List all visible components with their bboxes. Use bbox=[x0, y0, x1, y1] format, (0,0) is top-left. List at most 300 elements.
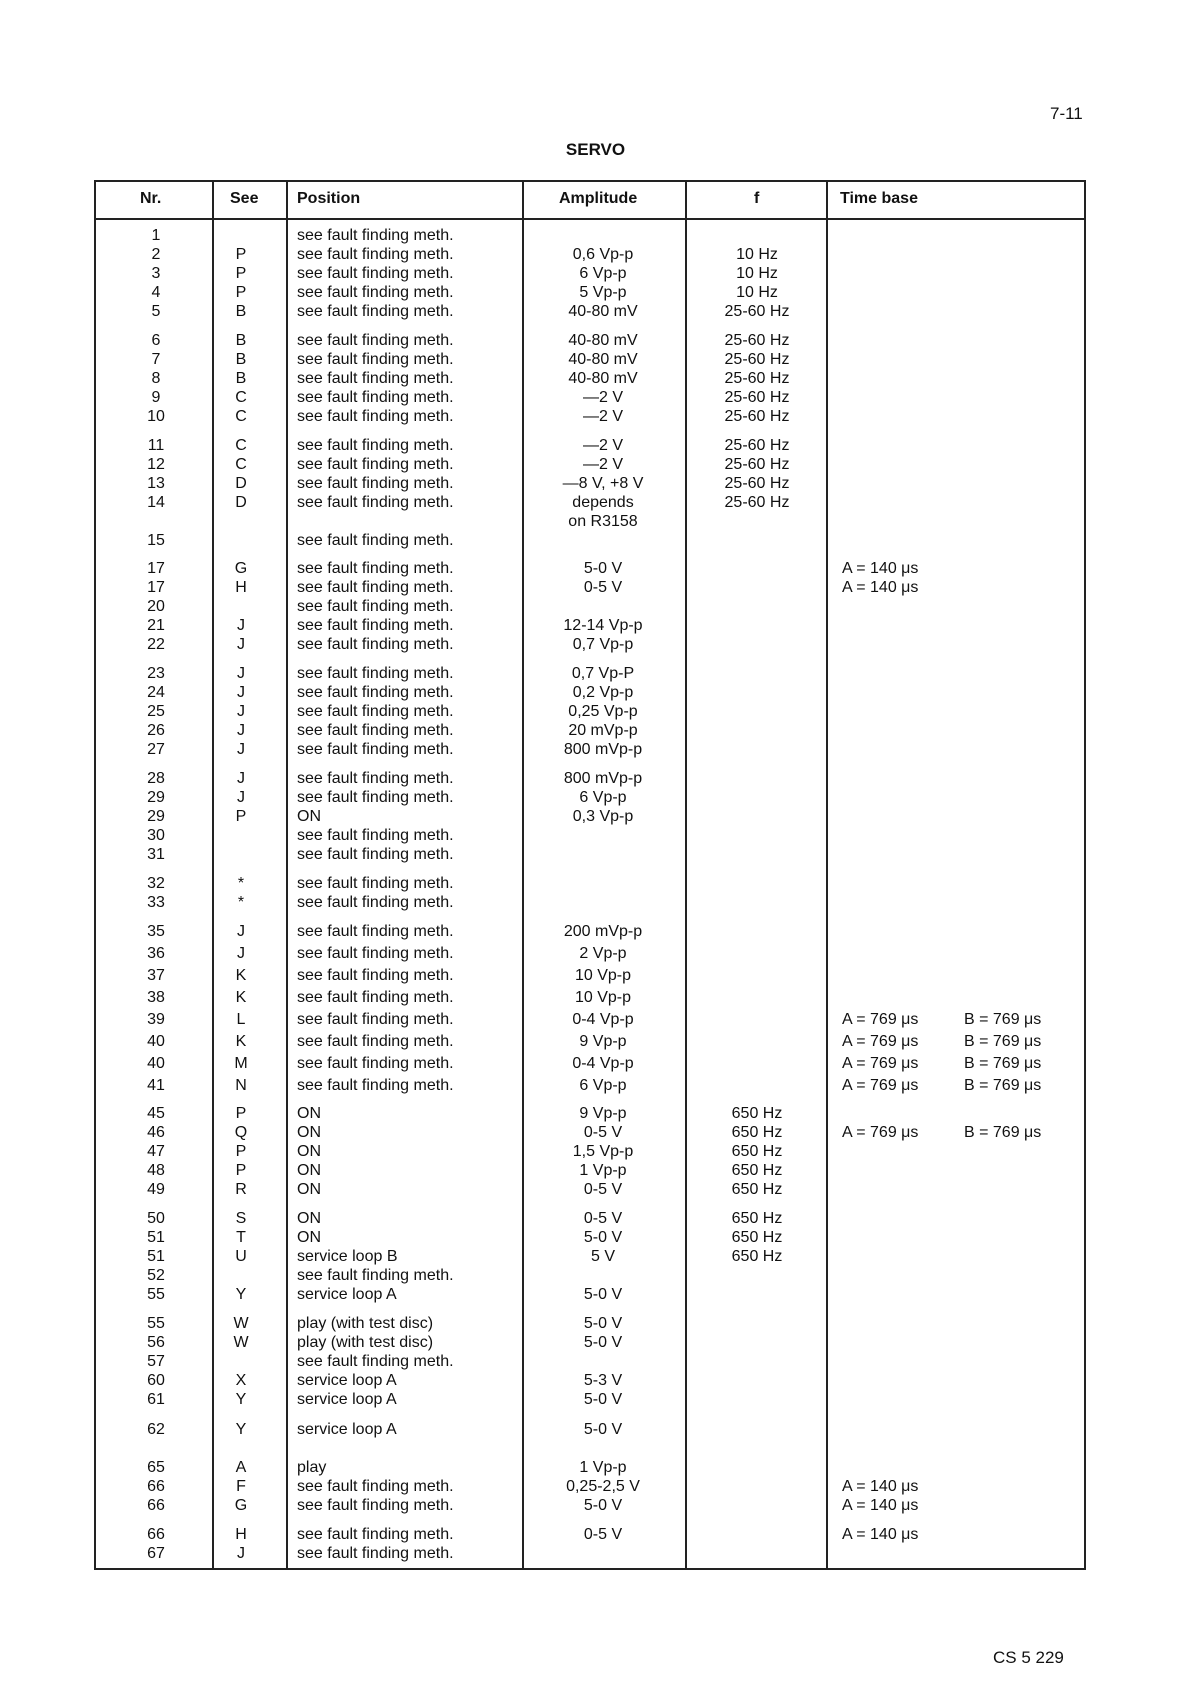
cell-ta: A = 769 μs bbox=[842, 1124, 919, 1141]
cell-see: J bbox=[237, 770, 245, 787]
cell-amp: 0-5 V bbox=[583, 579, 623, 596]
table-row bbox=[94, 1352, 1086, 1371]
cell-pos: see fault finding meth. bbox=[297, 579, 454, 596]
cell-ta: A = 140 μs bbox=[842, 1526, 919, 1543]
cell-pos: service loop A bbox=[297, 1286, 397, 1303]
cell-pos: ON bbox=[297, 1162, 321, 1179]
cell-see: P bbox=[235, 284, 247, 301]
cell-pos: see fault finding meth. bbox=[297, 741, 454, 758]
cell-nr: 26 bbox=[147, 722, 165, 739]
cell-nr: 28 bbox=[147, 770, 165, 787]
table-row bbox=[94, 664, 1086, 683]
cell-f: 650 Hz bbox=[731, 1210, 783, 1227]
cell-pos: see fault finding meth. bbox=[297, 875, 454, 892]
cell-see: K bbox=[235, 989, 247, 1006]
cell-pos: see fault finding meth. bbox=[297, 1055, 454, 1072]
cell-nr: 2 bbox=[151, 246, 161, 263]
cell-see: C bbox=[235, 408, 247, 425]
cell-f: 10 Hz bbox=[736, 265, 778, 282]
table-row bbox=[94, 331, 1086, 350]
cell-amp: 6 Vp-p bbox=[579, 265, 627, 282]
cell-f: 25-60 Hz bbox=[724, 475, 790, 492]
cell-pos: see fault finding meth. bbox=[297, 989, 454, 1006]
cell-nr: 61 bbox=[147, 1391, 165, 1408]
cell-pos: service loop A bbox=[297, 1372, 397, 1389]
header-divider bbox=[94, 218, 1086, 220]
cell-amp: 0,25 Vp-p bbox=[568, 703, 638, 720]
table-row bbox=[94, 578, 1086, 597]
cell-nr: 14 bbox=[147, 494, 165, 511]
cell-pos: see fault finding meth. bbox=[297, 389, 454, 406]
cell-amp: 5-0 V bbox=[583, 1286, 623, 1303]
cell-pos: see fault finding meth. bbox=[297, 789, 454, 806]
cell-amp: 1,5 Vp-p bbox=[572, 1143, 634, 1160]
cell-nr: 3 bbox=[151, 265, 161, 282]
cell-amp: 0,25-2,5 V bbox=[566, 1478, 640, 1495]
cell-amp: 800 mVp-p bbox=[563, 741, 643, 758]
document-code: CS 5 229 bbox=[993, 1648, 1064, 1667]
cell-nr: 31 bbox=[147, 846, 165, 863]
cell-nr: 49 bbox=[147, 1181, 165, 1198]
cell-ta: A = 769 μs bbox=[842, 1077, 919, 1094]
cell-amp: 0,2 Vp-p bbox=[572, 684, 634, 701]
cell-f: 10 Hz bbox=[736, 246, 778, 263]
cell-pos: see fault finding meth. bbox=[297, 598, 454, 615]
table-row bbox=[94, 1054, 1086, 1073]
cell-see: C bbox=[235, 437, 247, 454]
cell-pos: see fault finding meth. bbox=[297, 456, 454, 473]
cell-nr: 9 bbox=[151, 389, 161, 406]
cell-nr: 15 bbox=[147, 532, 165, 549]
cell-nr: 51 bbox=[147, 1248, 165, 1265]
cell-nr: 17 bbox=[147, 579, 165, 596]
cell-pos: see fault finding meth. bbox=[297, 1033, 454, 1050]
cell-nr: 1 bbox=[151, 227, 161, 244]
cell-pos: see fault finding meth. bbox=[297, 532, 454, 549]
cell-nr: 50 bbox=[147, 1210, 165, 1227]
cell-nr: 40 bbox=[147, 1055, 165, 1072]
cell-f: 650 Hz bbox=[731, 1162, 783, 1179]
cell-see: * bbox=[237, 894, 245, 911]
cell-nr: 62 bbox=[147, 1421, 165, 1438]
table-row bbox=[94, 436, 1086, 455]
cell-pos: ON bbox=[297, 1210, 321, 1227]
table-row bbox=[94, 944, 1086, 963]
table-row bbox=[94, 1032, 1086, 1051]
table-row bbox=[94, 1180, 1086, 1199]
cell-pos: service loop A bbox=[297, 1391, 397, 1408]
cell-amp: 0-5 V bbox=[583, 1181, 623, 1198]
cell-f: 650 Hz bbox=[731, 1181, 783, 1198]
table-row bbox=[94, 635, 1086, 654]
cell-see: J bbox=[237, 684, 245, 701]
cell-tb: B = 769 μs bbox=[964, 1055, 1042, 1072]
cell-pos: see fault finding meth. bbox=[297, 684, 454, 701]
table-row bbox=[94, 455, 1086, 474]
table-row bbox=[94, 1477, 1086, 1496]
cell-nr: 29 bbox=[147, 789, 165, 806]
table-row bbox=[94, 966, 1086, 985]
cell-see: P bbox=[235, 246, 247, 263]
table-row bbox=[94, 1314, 1086, 1333]
cell-pos: see fault finding meth. bbox=[297, 945, 454, 962]
cell-pos: play (with test disc) bbox=[297, 1315, 434, 1332]
cell-nr: 67 bbox=[147, 1545, 165, 1562]
cell-amp: 1 Vp-p bbox=[579, 1162, 627, 1179]
cell-f: 25-60 Hz bbox=[724, 332, 790, 349]
cell-amp: 5-0 V bbox=[583, 1334, 623, 1351]
cell-nr: 37 bbox=[147, 967, 165, 984]
cell-amp: 0-5 V bbox=[583, 1124, 623, 1141]
cell-pos: ON bbox=[297, 1124, 321, 1141]
cell-nr: 45 bbox=[147, 1105, 165, 1122]
table-row bbox=[94, 1076, 1086, 1095]
table-row bbox=[94, 1142, 1086, 1161]
cell-pos: see fault finding meth. bbox=[297, 1545, 454, 1562]
cell-nr: 5 bbox=[151, 303, 161, 320]
cell-see: K bbox=[235, 967, 247, 984]
cell-nr: 55 bbox=[147, 1315, 165, 1332]
table-row bbox=[94, 245, 1086, 264]
cell-ta: A = 769 μs bbox=[842, 1011, 919, 1028]
table-row bbox=[94, 388, 1086, 407]
table-row bbox=[94, 1496, 1086, 1515]
cell-see: J bbox=[237, 945, 245, 962]
cell-pos: see fault finding meth. bbox=[297, 703, 454, 720]
cell-pos: see fault finding meth. bbox=[297, 475, 454, 492]
cell-amp: 2 Vp-p bbox=[579, 945, 627, 962]
cell-see: T bbox=[236, 1229, 246, 1246]
table-row bbox=[94, 1104, 1086, 1123]
cell-amp: 5-0 V bbox=[583, 1391, 623, 1408]
table-row bbox=[94, 807, 1086, 826]
cell-nr: 8 bbox=[151, 370, 161, 387]
cell-nr: 17 bbox=[147, 560, 165, 577]
cell-nr: 36 bbox=[147, 945, 165, 962]
cell-nr: 52 bbox=[147, 1267, 165, 1284]
cell-nr: 57 bbox=[147, 1353, 165, 1370]
cell-nr: 7 bbox=[151, 351, 161, 368]
cell-pos: see fault finding meth. bbox=[297, 370, 454, 387]
cell-amp: 5-0 V bbox=[583, 1315, 623, 1332]
table-row bbox=[94, 1209, 1086, 1228]
cell-nr: 66 bbox=[147, 1526, 165, 1543]
cell-pos: see fault finding meth. bbox=[297, 560, 454, 577]
table-row bbox=[94, 721, 1086, 740]
cell-nr: 66 bbox=[147, 1497, 165, 1514]
cell-pos: see fault finding meth. bbox=[297, 770, 454, 787]
cell-pos: see fault finding meth. bbox=[297, 284, 454, 301]
cell-ta: A = 140 μs bbox=[842, 560, 919, 577]
cell-amp: —2 V bbox=[582, 389, 623, 406]
cell-amp: —2 V bbox=[582, 408, 623, 425]
table-row bbox=[94, 616, 1086, 635]
cell-nr: 10 bbox=[147, 408, 165, 425]
cell-amp: 6 Vp-p bbox=[579, 789, 627, 806]
table-row bbox=[94, 893, 1086, 912]
cell-nr: 51 bbox=[147, 1229, 165, 1246]
table-row bbox=[94, 922, 1086, 941]
cell-f: 25-60 Hz bbox=[724, 494, 790, 511]
cell-pos: see fault finding meth. bbox=[297, 494, 454, 511]
cell-tb: B = 769 μs bbox=[964, 1124, 1042, 1141]
table-row bbox=[94, 988, 1086, 1007]
cell-amp: 40-80 mV bbox=[568, 351, 638, 368]
cell-pos: service loop B bbox=[297, 1248, 398, 1265]
cell-nr: 56 bbox=[147, 1334, 165, 1351]
cell-f: 650 Hz bbox=[731, 1248, 783, 1265]
cell-see: B bbox=[235, 370, 247, 387]
table-row bbox=[94, 1228, 1086, 1247]
cell-nr: 27 bbox=[147, 741, 165, 758]
cell-pos: ON bbox=[297, 808, 321, 825]
cell-nr: 30 bbox=[147, 827, 165, 844]
table-row bbox=[94, 740, 1086, 759]
cell-see: J bbox=[237, 741, 245, 758]
cell-pos: see fault finding meth. bbox=[297, 1497, 454, 1514]
cell-pos: see fault finding meth. bbox=[297, 351, 454, 368]
cell-amp: 0,3 Vp-p bbox=[572, 808, 634, 825]
cell-amp: 0,7 Vp-P bbox=[571, 665, 635, 682]
cell-see: J bbox=[237, 789, 245, 806]
cell-amp: 5 Vp-p bbox=[579, 284, 627, 301]
cell-ta: A = 140 μs bbox=[842, 1478, 919, 1495]
cell-nr: 4 bbox=[151, 284, 161, 301]
cell-see: P bbox=[235, 1162, 247, 1179]
cell-ta: A = 769 μs bbox=[842, 1055, 919, 1072]
cell-pos: see fault finding meth. bbox=[297, 1526, 454, 1543]
cell-nr: 41 bbox=[147, 1077, 165, 1094]
page-title: SERVO bbox=[565, 140, 626, 159]
table-row bbox=[94, 531, 1086, 550]
cell-f: 650 Hz bbox=[731, 1143, 783, 1160]
table-row bbox=[94, 474, 1086, 493]
cell-see: G bbox=[234, 1497, 248, 1514]
cell-nr: 35 bbox=[147, 923, 165, 940]
cell-see: L bbox=[236, 1011, 246, 1028]
table-row bbox=[94, 702, 1086, 721]
cell-see: N bbox=[235, 1077, 247, 1094]
cell-pos: ON bbox=[297, 1229, 321, 1246]
table-row bbox=[94, 559, 1086, 578]
cell-see: Y bbox=[235, 1421, 247, 1438]
header-f: f bbox=[754, 190, 760, 207]
cell-nr: 6 bbox=[151, 332, 161, 349]
cell-amp: on R3158 bbox=[568, 513, 638, 530]
table-row bbox=[94, 1458, 1086, 1477]
cell-pos: see fault finding meth. bbox=[297, 303, 454, 320]
cell-see: B bbox=[235, 303, 247, 320]
table-row bbox=[94, 350, 1086, 369]
cell-amp: 200 mVp-p bbox=[563, 923, 643, 940]
cell-see: J bbox=[237, 1545, 245, 1562]
table-row bbox=[94, 1390, 1086, 1409]
cell-amp: —2 V bbox=[582, 456, 623, 473]
cell-nr: 11 bbox=[147, 437, 165, 454]
table-row bbox=[94, 302, 1086, 321]
cell-nr: 22 bbox=[147, 636, 165, 653]
cell-see: J bbox=[237, 636, 245, 653]
cell-see: R bbox=[235, 1181, 247, 1198]
cell-see: P bbox=[235, 265, 247, 282]
cell-see: F bbox=[236, 1478, 246, 1495]
cell-amp: 40-80 mV bbox=[568, 303, 638, 320]
cell-see: W bbox=[233, 1315, 249, 1332]
table-row bbox=[94, 283, 1086, 302]
cell-pos: see fault finding meth. bbox=[297, 408, 454, 425]
cell-nr: 66 bbox=[147, 1478, 165, 1495]
header-amplitude: Amplitude bbox=[559, 190, 638, 207]
cell-see: J bbox=[237, 617, 245, 634]
header-see: See bbox=[230, 190, 259, 207]
cell-pos: see fault finding meth. bbox=[297, 846, 454, 863]
cell-pos: see fault finding meth. bbox=[297, 1011, 454, 1028]
cell-pos: see fault finding meth. bbox=[297, 265, 454, 282]
cell-amp: 5-0 V bbox=[583, 560, 623, 577]
table-row bbox=[94, 874, 1086, 893]
cell-see: C bbox=[235, 389, 247, 406]
cell-nr: 23 bbox=[147, 665, 165, 682]
cell-tb: B = 769 μs bbox=[964, 1011, 1042, 1028]
cell-pos: see fault finding meth. bbox=[297, 636, 454, 653]
cell-see: M bbox=[234, 1055, 248, 1072]
cell-amp: —2 V bbox=[582, 437, 623, 454]
cell-pos: ON bbox=[297, 1105, 321, 1122]
cell-amp: 0-4 Vp-p bbox=[572, 1055, 634, 1072]
cell-nr: 33 bbox=[147, 894, 165, 911]
table-row bbox=[94, 1544, 1086, 1563]
cell-see: W bbox=[233, 1334, 249, 1351]
cell-tb: B = 769 μs bbox=[964, 1033, 1042, 1050]
cell-nr: 12 bbox=[147, 456, 165, 473]
cell-amp: 1 Vp-p bbox=[579, 1459, 627, 1476]
cell-nr: 55 bbox=[147, 1286, 165, 1303]
cell-amp: 10 Vp-p bbox=[574, 989, 632, 1006]
cell-pos: see fault finding meth. bbox=[297, 332, 454, 349]
cell-nr: 24 bbox=[147, 684, 165, 701]
page-number: 7-11 bbox=[1050, 104, 1083, 123]
table-row bbox=[94, 1247, 1086, 1266]
cell-pos: play (with test disc) bbox=[297, 1334, 434, 1351]
cell-nr: 32 bbox=[147, 875, 165, 892]
cell-pos: see fault finding meth. bbox=[297, 827, 454, 844]
table-row bbox=[94, 512, 1086, 531]
cell-amp: 5-0 V bbox=[583, 1229, 623, 1246]
cell-amp: 0-5 V bbox=[583, 1210, 623, 1227]
cell-pos: see fault finding meth. bbox=[297, 1478, 454, 1495]
cell-f: 650 Hz bbox=[731, 1124, 783, 1141]
cell-see: C bbox=[235, 456, 247, 473]
table-row bbox=[94, 1285, 1086, 1304]
cell-pos: see fault finding meth. bbox=[297, 227, 454, 244]
table-row bbox=[94, 1266, 1086, 1285]
cell-see: X bbox=[235, 1372, 247, 1389]
cell-pos: see fault finding meth. bbox=[297, 665, 454, 682]
cell-amp: 5-0 V bbox=[583, 1497, 623, 1514]
cell-pos: see fault finding meth. bbox=[297, 722, 454, 739]
cell-pos: ON bbox=[297, 1143, 321, 1160]
cell-see: J bbox=[237, 923, 245, 940]
table-row bbox=[94, 683, 1086, 702]
header-position: Position bbox=[297, 190, 361, 207]
cell-amp: 10 Vp-p bbox=[574, 967, 632, 984]
cell-see: * bbox=[237, 875, 245, 892]
cell-f: 25-60 Hz bbox=[724, 456, 790, 473]
cell-f: 25-60 Hz bbox=[724, 389, 790, 406]
cell-f: 10 Hz bbox=[736, 284, 778, 301]
cell-see: B bbox=[235, 351, 247, 368]
header-nr: Nr. bbox=[140, 190, 162, 207]
table-row bbox=[94, 1420, 1086, 1439]
cell-amp: 0-4 Vp-p bbox=[572, 1011, 634, 1028]
cell-pos: see fault finding meth. bbox=[297, 437, 454, 454]
cell-see: D bbox=[235, 475, 247, 492]
cell-nr: 21 bbox=[147, 617, 165, 634]
cell-pos: see fault finding meth. bbox=[297, 923, 454, 940]
cell-amp: 40-80 mV bbox=[568, 370, 638, 387]
cell-see: H bbox=[235, 1526, 247, 1543]
cell-nr: 38 bbox=[147, 989, 165, 1006]
cell-pos: see fault finding meth. bbox=[297, 1353, 454, 1370]
cell-amp: 9 Vp-p bbox=[579, 1105, 627, 1122]
cell-see: K bbox=[235, 1033, 247, 1050]
cell-pos: service loop A bbox=[297, 1421, 397, 1438]
cell-pos: see fault finding meth. bbox=[297, 1077, 454, 1094]
table-row bbox=[94, 845, 1086, 864]
cell-amp: 0-5 V bbox=[583, 1526, 623, 1543]
table-row bbox=[94, 1123, 1086, 1142]
cell-f: 650 Hz bbox=[731, 1105, 783, 1122]
cell-pos: see fault finding meth. bbox=[297, 894, 454, 911]
cell-see: J bbox=[237, 703, 245, 720]
table-row bbox=[94, 788, 1086, 807]
cell-see: P bbox=[235, 808, 247, 825]
cell-amp: 0,7 Vp-p bbox=[572, 636, 634, 653]
cell-f: 25-60 Hz bbox=[724, 408, 790, 425]
cell-pos: see fault finding meth. bbox=[297, 246, 454, 263]
cell-pos: see fault finding meth. bbox=[297, 617, 454, 634]
header-timebase: Time base bbox=[840, 190, 918, 207]
cell-ta: A = 140 μs bbox=[842, 1497, 919, 1514]
cell-amp: 6 Vp-p bbox=[579, 1077, 627, 1094]
cell-see: Y bbox=[235, 1391, 247, 1408]
cell-amp: 5-3 V bbox=[583, 1372, 623, 1389]
table-row bbox=[94, 769, 1086, 788]
table-row bbox=[94, 826, 1086, 845]
table-row bbox=[94, 1371, 1086, 1390]
cell-ta: A = 769 μs bbox=[842, 1033, 919, 1050]
cell-amp: 5-0 V bbox=[583, 1421, 623, 1438]
cell-nr: 13 bbox=[147, 475, 165, 492]
cell-see: D bbox=[235, 494, 247, 511]
table-row bbox=[94, 1333, 1086, 1352]
cell-f: 25-60 Hz bbox=[724, 437, 790, 454]
cell-amp: 40-80 mV bbox=[568, 332, 638, 349]
cell-f: 25-60 Hz bbox=[724, 351, 790, 368]
cell-amp: depends bbox=[572, 494, 634, 511]
cell-nr: 29 bbox=[147, 808, 165, 825]
cell-pos: see fault finding meth. bbox=[297, 1267, 454, 1284]
cell-see: U bbox=[235, 1248, 247, 1265]
cell-see: S bbox=[235, 1210, 247, 1227]
table-row bbox=[94, 597, 1086, 616]
cell-amp: —8 V, +8 V bbox=[562, 475, 644, 492]
cell-nr: 65 bbox=[147, 1459, 165, 1476]
cell-amp: 0,6 Vp-p bbox=[572, 246, 634, 263]
cell-see: A bbox=[235, 1459, 247, 1476]
cell-see: G bbox=[234, 560, 248, 577]
cell-see: B bbox=[235, 332, 247, 349]
